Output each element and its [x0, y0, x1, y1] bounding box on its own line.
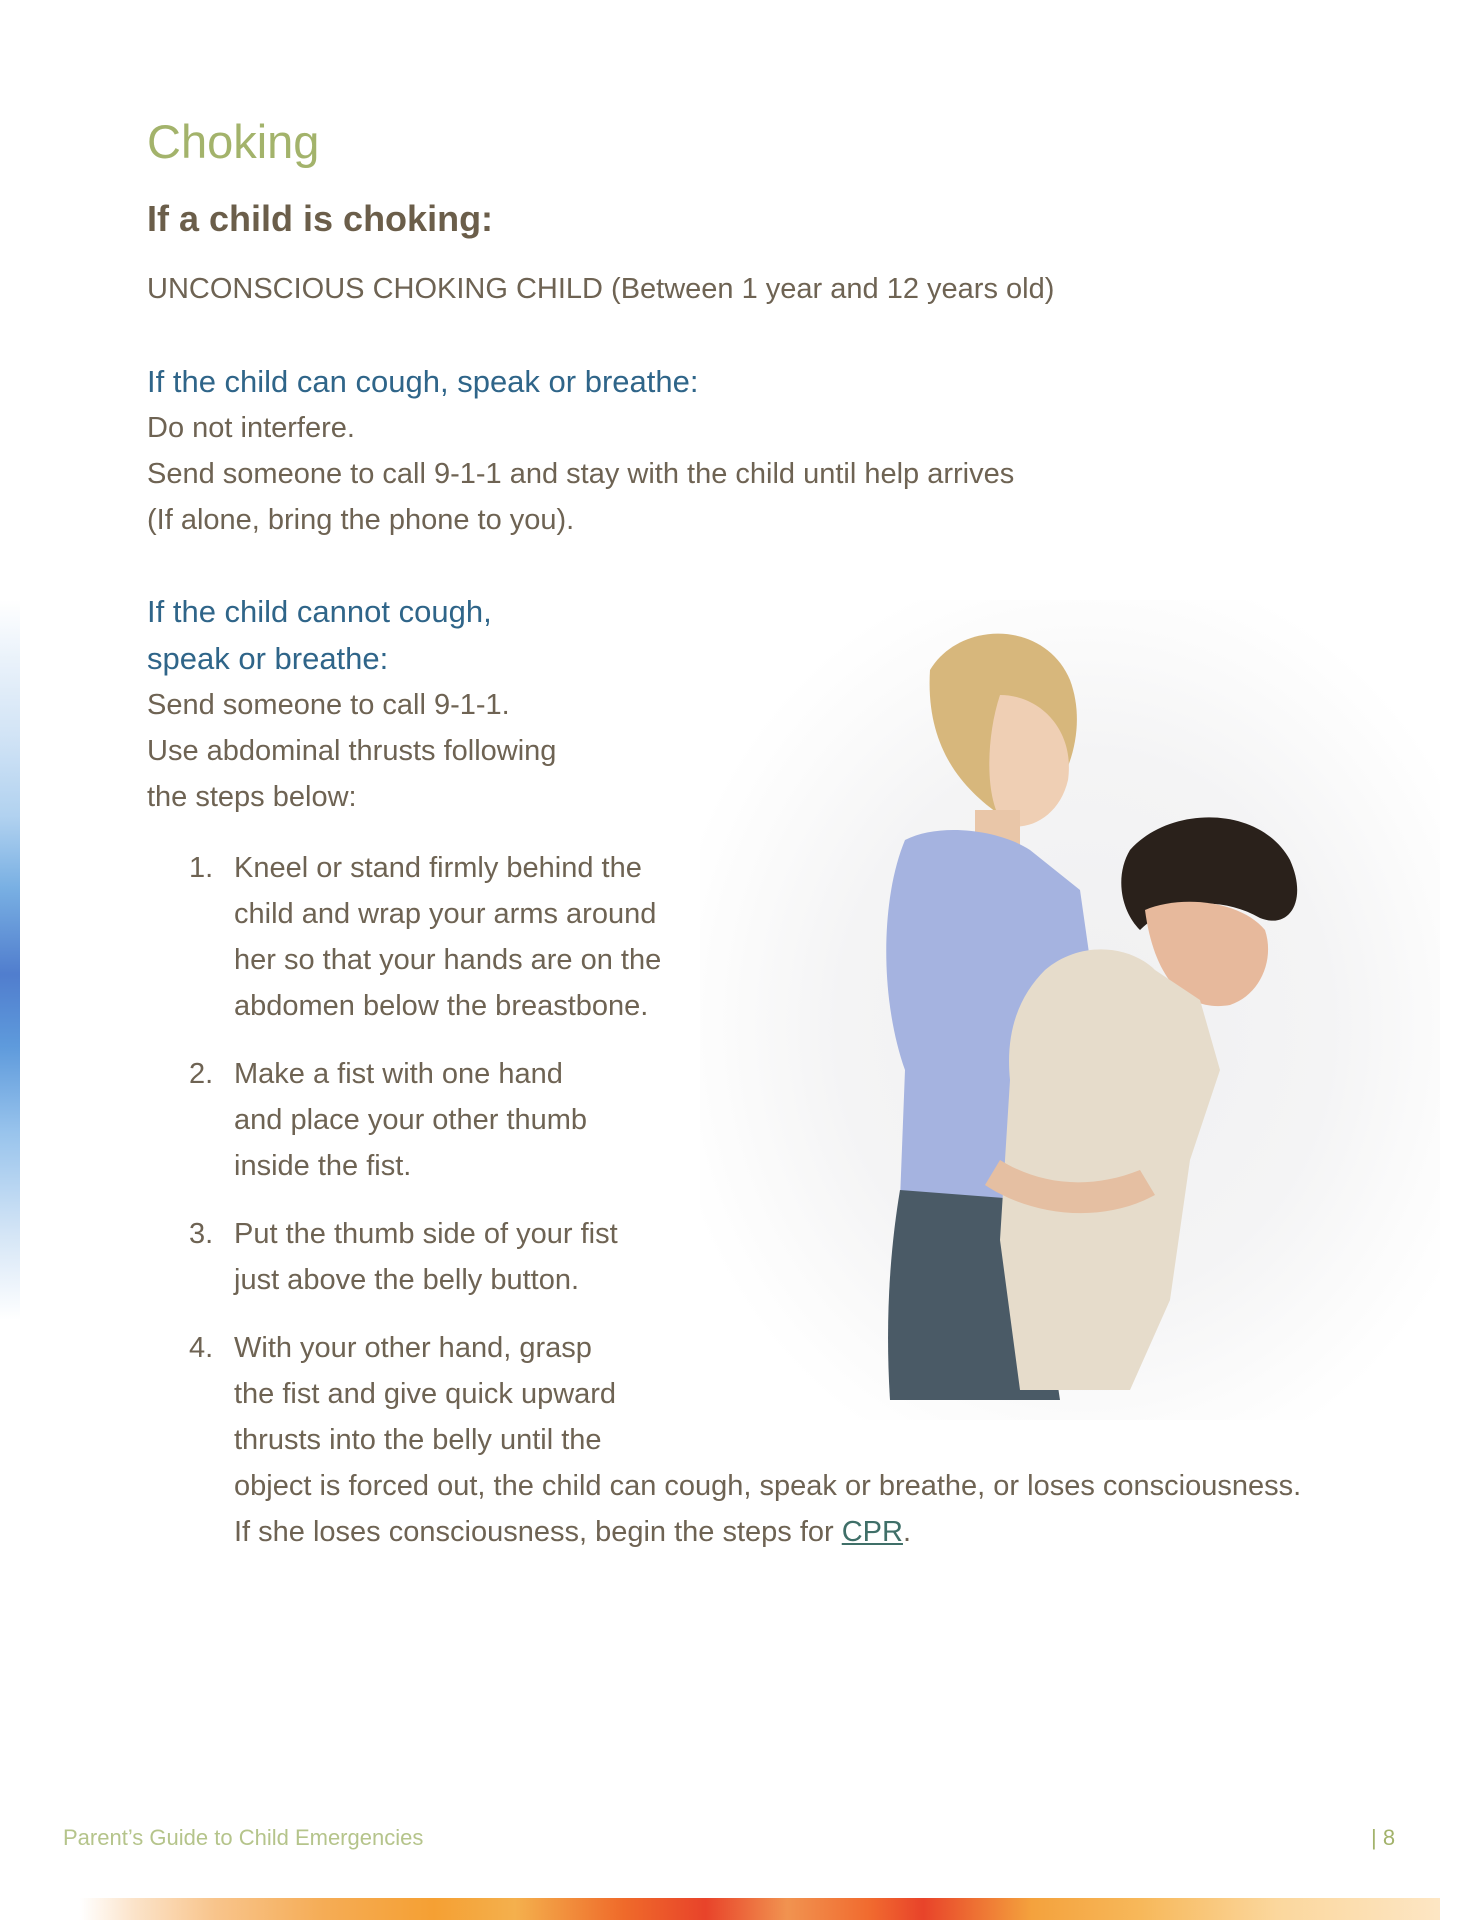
step-final-line	[234, 1509, 1347, 1555]
cannot-breathe-heading: speak or breathe:	[147, 641, 389, 676]
section-label: UNCONSCIOUS CHOKING CHILD (Between 1 year and 12 years old)	[147, 273, 1055, 305]
cannot-breathe-line: Use abdominal thrusts following	[147, 735, 557, 767]
step-text: With your other hand, grasp	[234, 1332, 592, 1364]
step-text: Kneel or stand firmly behind the	[234, 852, 642, 884]
decorative-left-strip	[0, 600, 20, 1320]
step-text: just above the belly button.	[234, 1264, 580, 1296]
step-number: 2.	[189, 1058, 214, 1090]
can-breathe-line: Do not interfere.	[147, 412, 355, 444]
step-text: the fist and give quick upward	[234, 1378, 617, 1410]
cpr-link[interactable]: CPR	[841, 1516, 903, 1548]
step-number: 1.	[189, 852, 214, 884]
step-item	[147, 1211, 1347, 1303]
decorative-bottom-band	[80, 1898, 1440, 1920]
steps-list	[147, 845, 1347, 1577]
step-text: thrusts into the belly until the	[234, 1424, 602, 1456]
page-title: Choking	[147, 115, 320, 168]
step-text: child and wrap your arms around	[234, 898, 657, 930]
step-text: object is forced out, the child can cough, speak or breathe, or loses consciousness.	[234, 1470, 1302, 1502]
can-breathe-section	[147, 358, 1147, 543]
cannot-breathe-heading: If the child cannot cough,	[147, 594, 492, 629]
step-text: and place your other thumb	[234, 1104, 588, 1136]
step-item	[147, 1325, 1347, 1555]
cannot-breathe-line: the steps below:	[147, 781, 357, 813]
step-text: her so that your hands are on the	[234, 944, 662, 976]
can-breathe-line: Send someone to call 9-1-1 and stay with the child until help arrives	[147, 458, 1015, 490]
step-number: 4.	[189, 1332, 214, 1364]
step-item	[147, 845, 1347, 1029]
can-breathe-line: (If alone, bring the phone to you).	[147, 504, 575, 536]
step-number: 3.	[189, 1218, 214, 1250]
cannot-breathe-section	[147, 588, 707, 820]
step-text: Make a fist with one hand	[234, 1058, 563, 1090]
step-text: abdomen below the breastbone.	[234, 990, 649, 1022]
step-text: If she loses consciousness, begin the steps for	[234, 1516, 842, 1548]
footer-title: Parent’s Guide to Child Emergencies	[63, 1825, 424, 1850]
subheading: If a child is choking:	[147, 198, 494, 239]
step-text: Put the thumb side of your fist	[234, 1218, 618, 1250]
step-text: .	[902, 1516, 912, 1548]
step-text: inside the fist.	[234, 1150, 412, 1182]
step-item	[147, 1051, 1347, 1189]
page-number: | 8	[1371, 1825, 1396, 1850]
cannot-breathe-line: Send someone to call 9-1-1.	[147, 689, 510, 721]
can-breathe-heading: If the child can cough, speak or breathe:	[147, 364, 699, 399]
